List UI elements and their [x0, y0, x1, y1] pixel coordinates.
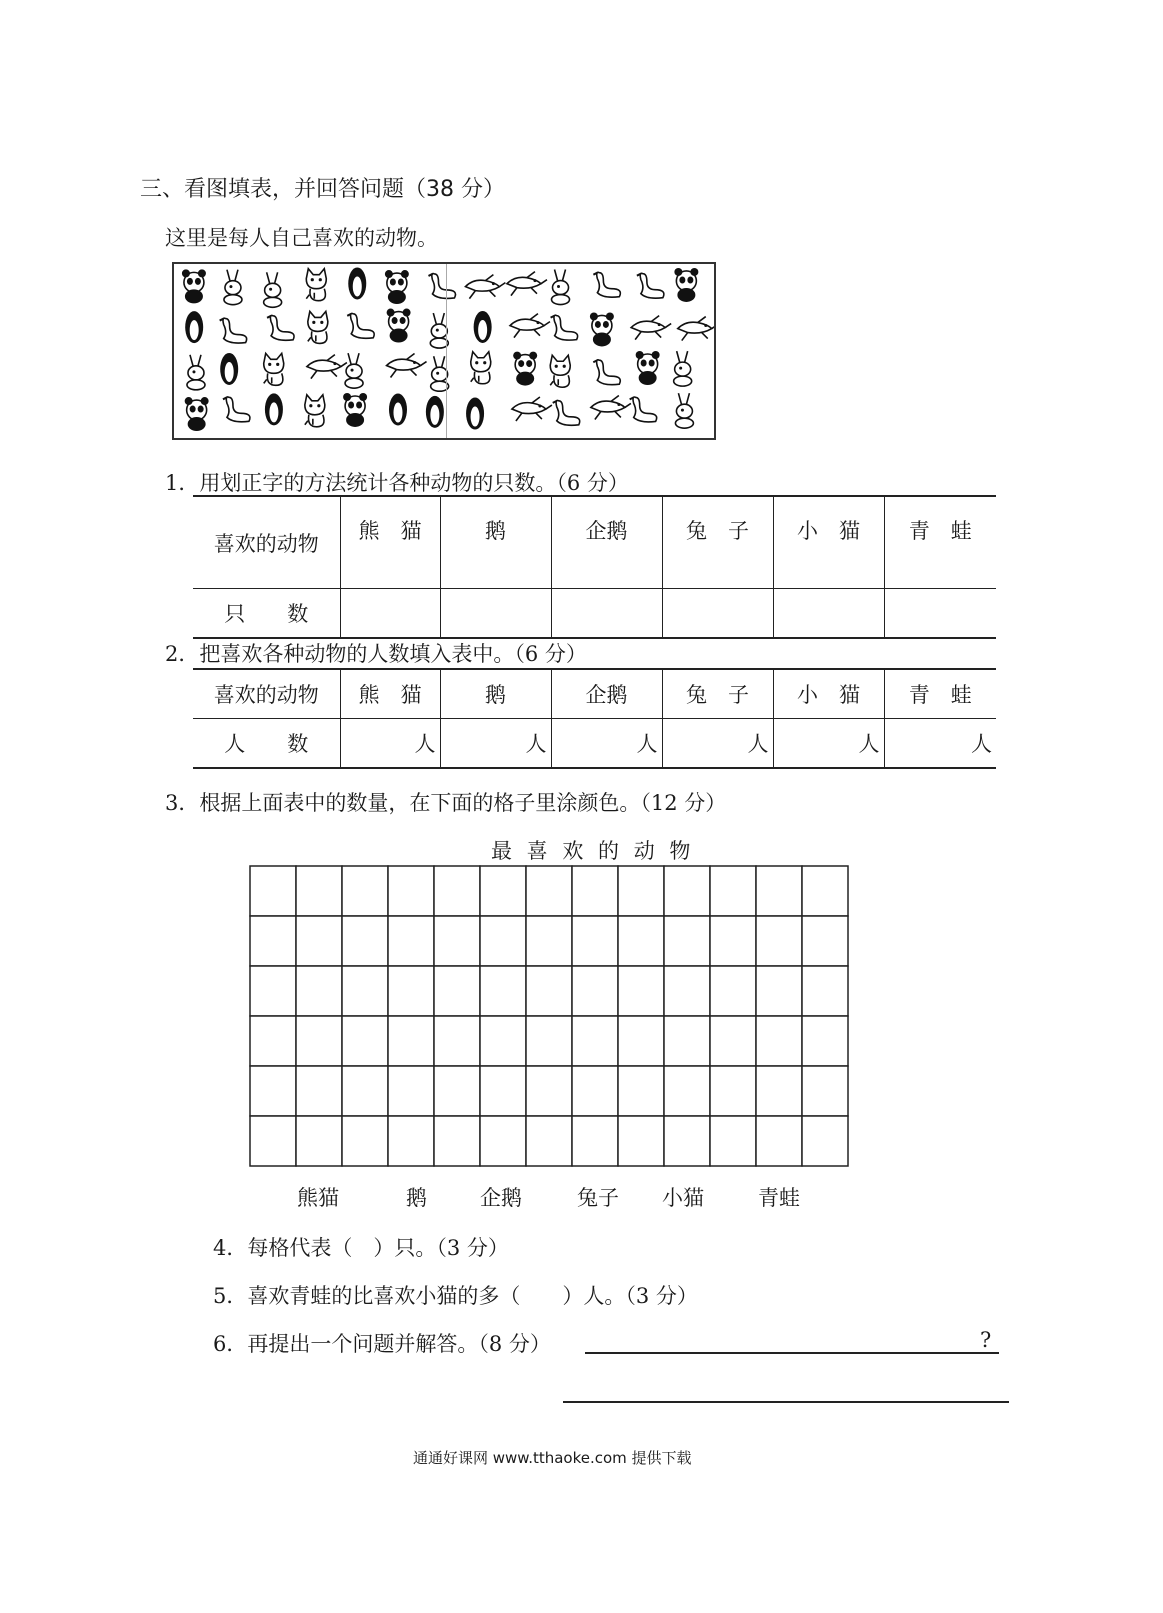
panda-drawing — [387, 309, 411, 343]
question-2: 2．把喜欢各种动物的人数填入表中。（6 分） — [165, 642, 587, 666]
grid-cell[interactable] — [480, 866, 526, 916]
table1-animal: 熊 猫 — [340, 496, 440, 589]
answer-line-2[interactable] — [563, 1401, 1009, 1403]
grid-cell[interactable] — [250, 966, 296, 1016]
grid-cell[interactable] — [802, 1066, 848, 1116]
grid-cell[interactable] — [296, 966, 342, 1016]
penguin-drawing — [426, 396, 444, 428]
grid-cell[interactable] — [434, 1066, 480, 1116]
table2-animal: 熊 猫 — [340, 669, 440, 719]
grid-cell[interactable] — [526, 966, 572, 1016]
grid-cell[interactable] — [664, 866, 710, 916]
grid-cell[interactable] — [480, 1116, 526, 1166]
penguin-drawing — [185, 311, 203, 343]
goose-drawing — [553, 400, 580, 425]
frog-drawing — [510, 314, 550, 338]
table1-row-label: 只 数 — [193, 589, 340, 639]
penguin-drawing — [474, 311, 492, 343]
grid-cell[interactable] — [802, 966, 848, 1016]
table2-count-cell[interactable]: 人 — [440, 719, 551, 769]
grid-cell[interactable] — [618, 1116, 664, 1166]
grid-cell[interactable] — [618, 1016, 664, 1066]
grid-label: 青蛙 — [758, 1186, 800, 1210]
grid-label: 企鹅 — [480, 1186, 522, 1210]
grid-cell[interactable] — [664, 916, 710, 966]
grid-cell[interactable] — [296, 1066, 342, 1116]
grid-cell[interactable] — [664, 966, 710, 1016]
grid-cell[interactable] — [342, 1066, 388, 1116]
goose-drawing — [630, 397, 657, 422]
grid-cell[interactable] — [664, 1116, 710, 1166]
frog-drawing — [631, 316, 671, 340]
rabbit-drawing — [345, 353, 363, 388]
table2-animal: 兔 子 — [662, 669, 773, 719]
grid-cell[interactable] — [572, 966, 618, 1016]
grid-cell[interactable] — [756, 966, 802, 1016]
table1-animal: 鹅 — [440, 496, 551, 589]
question-6: 6．再提出一个问题并解答。（8 分） — [213, 1332, 551, 1356]
table2-count-cell[interactable]: 人 — [340, 719, 440, 769]
goose-drawing — [551, 315, 578, 340]
grid-cell[interactable] — [434, 916, 480, 966]
grid-cell[interactable] — [526, 866, 572, 916]
cat-drawing — [471, 352, 491, 384]
grid-cell[interactable] — [756, 1066, 802, 1116]
grid-cell[interactable] — [480, 1016, 526, 1066]
panda-drawing — [185, 397, 209, 431]
grid-cell[interactable] — [802, 916, 848, 966]
grid-cell[interactable] — [756, 866, 802, 916]
frog-drawing — [465, 275, 505, 299]
question-5: 5．喜欢青蛙的比喜欢小猫的多（ ）人。（3 分） — [213, 1284, 698, 1308]
table1-count-cell[interactable] — [340, 589, 440, 639]
penguin-drawing — [265, 393, 283, 425]
rabbit-drawing — [674, 351, 692, 386]
grid-cell[interactable] — [572, 866, 618, 916]
table2-header: 喜欢的动物 — [193, 669, 340, 719]
cat-drawing — [550, 355, 570, 387]
table1-count-cell[interactable] — [440, 589, 551, 639]
count-table — [193, 495, 996, 639]
goose-drawing — [593, 272, 620, 297]
footer-credit: 通通好课网 www.tthaoke.com 提供下载 — [413, 1449, 692, 1467]
panda-drawing — [674, 268, 698, 302]
rabbit-drawing — [552, 270, 570, 305]
grid-cell[interactable] — [342, 916, 388, 966]
grid-label: 鹅 — [406, 1186, 427, 1210]
frog-drawing — [591, 395, 631, 419]
table1-count-cell[interactable] — [662, 589, 773, 639]
grid-cell[interactable] — [710, 1016, 756, 1066]
question-3: 3．根据上面表中的数量，在下面的格子里涂颜色。（12 分） — [165, 791, 727, 815]
grid-cell[interactable] — [572, 916, 618, 966]
grid-cell[interactable] — [618, 916, 664, 966]
table2-animal: 鹅 — [440, 669, 551, 719]
grid-cell[interactable] — [710, 966, 756, 1016]
question-4: 4．每格代表（ ）只。（3 分） — [213, 1236, 509, 1260]
table1-animal: 企鹅 — [551, 496, 662, 589]
panda-drawing — [513, 352, 537, 386]
grid-cell[interactable] — [756, 916, 802, 966]
panda-drawing — [590, 312, 614, 346]
grid-cell[interactable] — [296, 916, 342, 966]
grid-cell[interactable] — [572, 1066, 618, 1116]
goose-drawing — [637, 273, 664, 298]
grid-cell[interactable] — [526, 1066, 572, 1116]
frog-drawing — [507, 272, 547, 296]
grid-cell[interactable] — [618, 1066, 664, 1116]
grid-cell[interactable] — [388, 916, 434, 966]
grid-cell[interactable] — [480, 916, 526, 966]
question-1: 1．用划正字的方法统计各种动物的只数。（6 分） — [165, 471, 629, 495]
grid-cell[interactable] — [388, 966, 434, 1016]
goose-drawing — [223, 397, 250, 422]
panda-drawing — [182, 269, 206, 303]
section-title: 三、看图填表，并回答问题（38 分） — [140, 177, 505, 202]
cat-drawing — [264, 353, 284, 385]
cat-drawing — [305, 395, 325, 427]
frog-drawing — [678, 317, 714, 341]
grid-cell[interactable] — [480, 1066, 526, 1116]
penguin-drawing — [466, 398, 484, 430]
goose-drawing — [428, 274, 455, 299]
table2-animal: 青 蛙 — [884, 669, 996, 719]
animal-drawings — [174, 264, 714, 438]
grid-cell[interactable] — [710, 1116, 756, 1166]
grid-cell[interactable] — [434, 966, 480, 1016]
cat-drawing — [306, 269, 326, 301]
animal-picture — [172, 262, 716, 440]
grid-cell[interactable] — [756, 1016, 802, 1066]
grid-label: 熊猫 — [297, 1186, 339, 1210]
table2-row-label: 人 数 — [193, 719, 340, 769]
panda-drawing — [343, 393, 367, 427]
grid-cell[interactable] — [296, 1116, 342, 1166]
table1-count-cell[interactable] — [884, 589, 996, 639]
grid-cell[interactable] — [526, 1116, 572, 1166]
grid-cell[interactable] — [434, 866, 480, 916]
grid-cell[interactable] — [342, 866, 388, 916]
table1-animal: 小 猫 — [773, 496, 884, 589]
grid-cell[interactable] — [526, 1016, 572, 1066]
people-table — [193, 668, 996, 769]
answer-line-1[interactable] — [585, 1352, 999, 1354]
penguin-drawing — [348, 267, 366, 299]
table2-animal: 企鹅 — [551, 669, 662, 719]
grid-cell[interactable] — [250, 1116, 296, 1166]
grid-cell[interactable] — [664, 1066, 710, 1116]
table1-header: 喜欢的动物 — [193, 496, 340, 589]
grid-cell[interactable] — [434, 1016, 480, 1066]
grid-cell[interactable] — [618, 866, 664, 916]
cat-drawing — [308, 311, 328, 343]
grid-cell[interactable] — [388, 1116, 434, 1166]
table2-count-cell[interactable]: 人 — [773, 719, 884, 769]
grid-cell[interactable] — [250, 866, 296, 916]
rabbit-drawing — [675, 393, 693, 428]
table1-animal: 兔 子 — [662, 496, 773, 589]
grid-cell[interactable] — [388, 1016, 434, 1066]
grid-cell[interactable] — [296, 866, 342, 916]
frog-drawing — [387, 354, 427, 378]
grid-chart-title: 最 喜 欢 的 动 物 — [491, 839, 695, 863]
question-6-mark: ? — [980, 1328, 992, 1352]
grid-cell[interactable] — [250, 1066, 296, 1116]
grid-label: 兔子 — [577, 1186, 619, 1210]
panda-drawing — [636, 351, 660, 385]
table2-animal: 小 猫 — [773, 669, 884, 719]
grid-cell[interactable] — [802, 866, 848, 916]
grid-label: 小猫 — [662, 1186, 704, 1210]
grid-cell[interactable] — [250, 1016, 296, 1066]
goose-drawing — [267, 315, 294, 340]
grid-cell[interactable] — [296, 1016, 342, 1066]
grid-cell[interactable] — [802, 1116, 848, 1166]
panda-drawing — [385, 270, 409, 304]
grid-cell[interactable] — [342, 1016, 388, 1066]
grid-cell[interactable] — [710, 1066, 756, 1116]
grid-cell[interactable] — [572, 1016, 618, 1066]
coloring-grid — [249, 865, 850, 1167]
penguin-drawing — [220, 353, 238, 385]
grid-cell[interactable] — [480, 966, 526, 1016]
grid-cell[interactable] — [342, 1116, 388, 1166]
table1-count-cell[interactable] — [551, 589, 662, 639]
table1-animal: 青 蛙 — [884, 496, 996, 589]
frog-drawing — [307, 355, 347, 379]
grid-cell[interactable] — [710, 916, 756, 966]
table2-count-cell[interactable]: 人 — [884, 719, 996, 769]
grid-cell[interactable] — [250, 916, 296, 966]
grid-cell[interactable] — [802, 1016, 848, 1066]
goose-drawing — [593, 360, 620, 385]
grid-cell[interactable] — [572, 1116, 618, 1166]
grid-cell[interactable] — [388, 866, 434, 916]
table1-count-cell[interactable] — [773, 589, 884, 639]
rabbit-drawing — [224, 270, 242, 305]
picture-divider — [446, 264, 447, 438]
goose-drawing — [347, 313, 374, 338]
grid-cell[interactable] — [710, 866, 756, 916]
grid-cell[interactable] — [664, 1016, 710, 1066]
rabbit-drawing — [187, 355, 205, 390]
grid-cell[interactable] — [342, 966, 388, 1016]
table2-count-cell[interactable]: 人 — [551, 719, 662, 769]
grid-cell[interactable] — [526, 916, 572, 966]
grid-cell[interactable] — [434, 1116, 480, 1166]
goose-drawing — [220, 318, 247, 343]
rabbit-drawing — [264, 272, 282, 307]
grid-cell[interactable] — [618, 966, 664, 1016]
grid-cell[interactable] — [756, 1116, 802, 1166]
intro-text: 这里是每人自己喜欢的动物。 — [165, 226, 438, 250]
penguin-drawing — [389, 394, 407, 426]
grid-cell[interactable] — [388, 1066, 434, 1116]
frog-drawing — [512, 397, 552, 421]
table2-count-cell[interactable]: 人 — [662, 719, 773, 769]
